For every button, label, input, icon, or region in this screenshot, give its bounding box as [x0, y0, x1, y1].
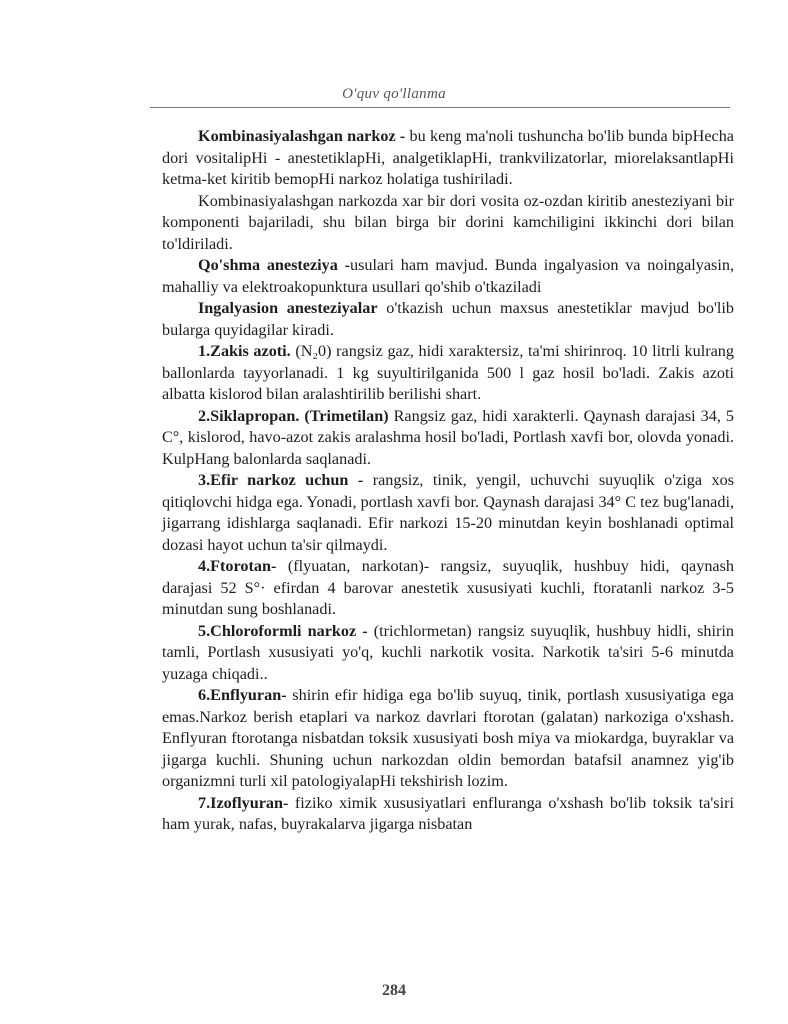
- paragraph-term: Ingalyasion anesteziyalar: [198, 299, 378, 317]
- paragraph-text: o'tkazish uchun maxsus anestetiklar mavjud bo'lib bularga quyidagilar kiradi.: [162, 299, 734, 339]
- paragraph-term: 2.Siklapropan. (Trimetilan): [198, 406, 389, 425]
- paragraph-term: 1.Zakis azoti.: [198, 342, 291, 360]
- paragraph-text: rangsiz, tinik, yengil, uchuvchi suyuqlik o'ziga xos qitiqlovchi hidga ega. Yonadi, portlash xavfi bor. Qaynash darajasi 34° C tez bug'lanadi, jigarrang idishlarga saqlanadi. Efir narkozi 15-20 minutdan keyin boshlanadi optimal dozasi hayot uchun ta'sir qilmaydi.: [162, 471, 734, 554]
- paragraph-term: 6.Enflyuran-: [198, 686, 287, 704]
- page-number: 284: [382, 982, 406, 999]
- paragraph-text: (trichlormetan) rangsiz suyuqlik, hushbuy hidli, shirin tamli, Portlash xususiyati yo'q, kuchli narkotik vosita. Narkotik ta'siri 5-6 minutda yuzaga chiqadi..: [162, 621, 734, 683]
- paragraph-text: (N₂0) rangsiz gaz, hidi xaraktersiz, ta'mi shirinroq. 10 litrli kulrang ballonlarda tayyorlanadi. 1 kg suyultirilganida 500 l gaz hosil bo'ladi. Zakis azoti albatta kislorod bilan aralashtirilib berilishi shart.: [162, 342, 734, 403]
- paragraph: [162, 255, 734, 298]
- paragraph-text: fiziko ximik xususiyatlari enfluranga o'xshash bo'lib toksik ta'siri ham yurak, nafas, buyrakalarva jigarga nisbatan: [162, 793, 734, 833]
- paragraph: [162, 126, 734, 191]
- paragraph: [162, 556, 734, 621]
- paragraph-term: 5.Chloroformli narkoz -: [198, 621, 368, 640]
- running-header: O'quv qo'llanma: [342, 86, 446, 102]
- paragraph-text: Rangsiz gaz, hidi xarakterli. Qaynash darajasi 34, 5 C°, kislorod, havo-azot zakis aralashma hosil bo'ladi, Portlash xavfi bor, olovda yonadi. KulpHang balonlarda saqlanadi.: [162, 406, 734, 468]
- paragraph-text: shirin efir hidiga ega bo'lib suyuq, tinik, portlash xususiyatiga ega emas.Narkoz berish etaplari va narkoz davrlari ftorotan (galatan) narkoziga o'xshash. Enflyuran ftorotanga nisbatdan toksik xususiyati bosh miya va miokardga, buyraklar va jigarga kuchli. Shuning uchun narkozdan oldin bemordan batafsil anamnez yig'ib organizmni turli xil patologiyalapHi tekshirish lozim.: [162, 686, 734, 790]
- paragraph-term: 7.Izoflyuran-: [198, 793, 289, 812]
- paragraph: [162, 191, 734, 256]
- page-body: [162, 126, 734, 836]
- paragraph: [162, 793, 734, 836]
- header-rule: [150, 107, 730, 108]
- paragraph-text: bu keng ma'noli tushuncha bo'lib bunda bipHecha dori vositalipHi - anestetiklapHi, analgetiklapHi, trankvilizatorlar, miorelaksantlapHi ketma-ket kiritib bemopHi narkoz holatiga tushiriladi.: [162, 127, 734, 188]
- paragraph: [162, 341, 734, 406]
- paragraph-text: Kombinasiyalashgan narkozda xar bir dori vosita oz-ozdan kiritib anesteziyani bir komponenti bajariladi, shu bilan birga bir dorini kamchiligini ikkinchi dori bilan to'ldiriladi.: [162, 191, 734, 253]
- paragraph: [162, 298, 734, 341]
- paragraph-term: 3.Efir narkoz uchun -: [198, 471, 364, 489]
- paragraph: [162, 621, 734, 686]
- paragraph-term: 4.Ftorotan-: [198, 557, 277, 575]
- paragraph: [162, 685, 734, 793]
- paragraph: [162, 470, 734, 556]
- paragraph-text: usulari ham mavjud. Bunda ingalyasion va noingalyasin, mahalliy va elektroakopunktura usullari qo'shib o'tkaziladi: [162, 256, 734, 296]
- paragraph-term: Qo'shma anesteziya -: [198, 256, 350, 274]
- paragraph-term: Kombinasiyalashgan narkoz -: [198, 127, 406, 145]
- paragraph: [162, 406, 734, 471]
- paragraph-text: (flyuatan, narkotan)- rangsiz, suyuqlik, hushbuy hidi, qaynash darajasi 52 S°· efirdan 4 barovar anestetik xususiyati kuchli, ftoratanli narkoz 3-5 minutdan sung boshlanadi.: [162, 557, 734, 618]
